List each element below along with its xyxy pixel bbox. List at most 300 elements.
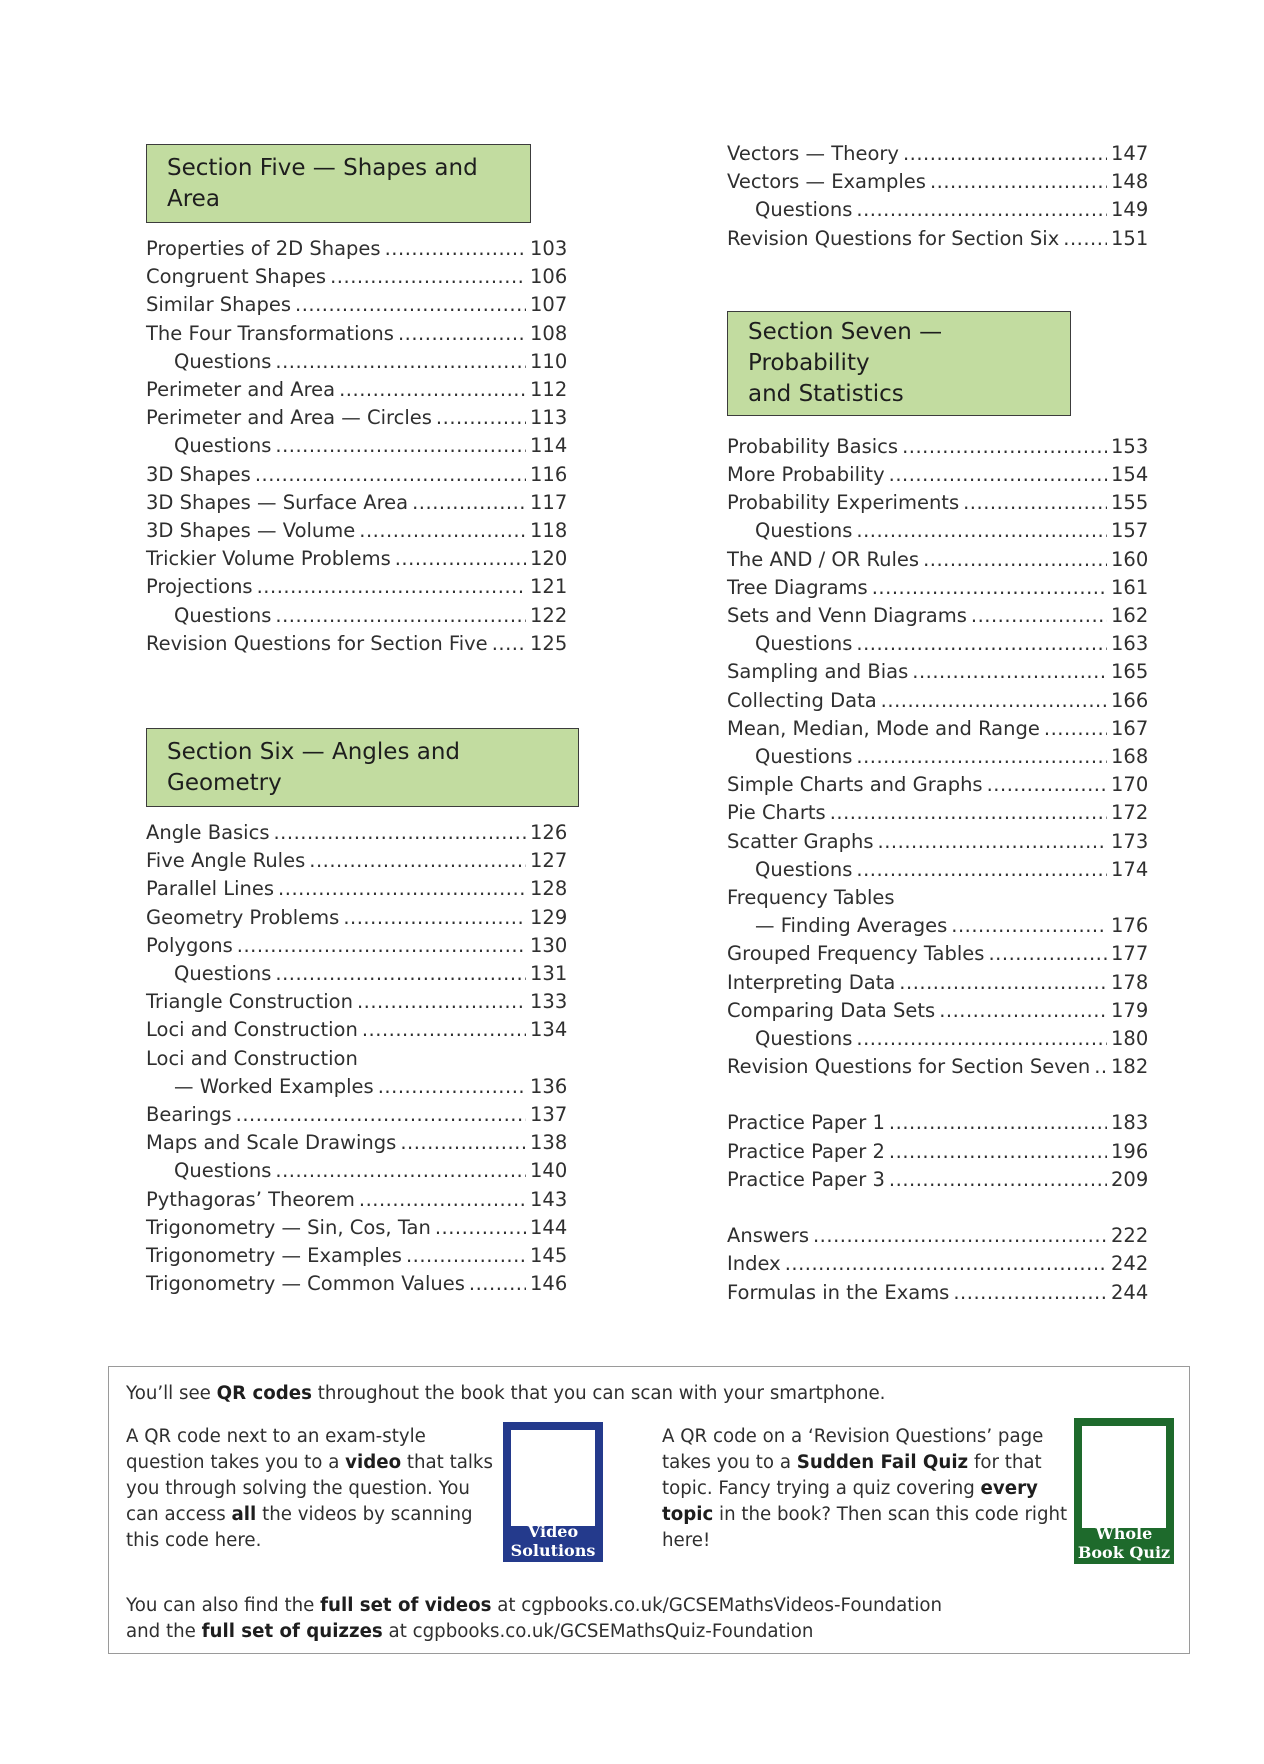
toc-dot-leader — [395, 545, 526, 573]
toc-dot-leader — [856, 743, 1107, 771]
toc-entry[interactable] — [146, 932, 566, 960]
toc-entry[interactable] — [146, 291, 566, 319]
toc-entry-page: 196 — [1111, 1139, 1149, 1163]
section-six-heading — [146, 728, 579, 807]
toc-entry-page: 108 — [530, 321, 568, 345]
toc-entry[interactable] — [727, 433, 1147, 461]
toc-entry[interactable] — [146, 461, 566, 489]
toc-dot-leader — [889, 461, 1107, 489]
toc-entry[interactable] — [727, 715, 1147, 743]
toc-entry-page: 138 — [530, 1131, 568, 1155]
toc-entry-title: Frequency Tables — [727, 886, 895, 910]
toc-dot-leader — [257, 573, 526, 601]
toc-dot-leader — [378, 1073, 526, 1101]
qr-code-image — [511, 1430, 595, 1526]
practice-papers-list — [727, 1109, 1147, 1194]
footer-text-1: You can also find the — [126, 1595, 321, 1616]
toc-entry-title: Vectors — Theory — [727, 142, 899, 165]
quiz-description — [662, 1424, 1074, 1554]
toc-dot-leader — [889, 1109, 1107, 1137]
toc-entry[interactable] — [727, 856, 1147, 884]
toc-dot-leader — [912, 658, 1107, 686]
toc-entry-page: 176 — [1111, 914, 1149, 938]
toc-entry[interactable] — [727, 997, 1147, 1025]
toc-dot-leader — [469, 1270, 526, 1298]
toc-entry-page: 172 — [1111, 801, 1149, 825]
toc-entry-page: 161 — [1111, 575, 1149, 599]
qr-code-image — [1082, 1426, 1166, 1528]
quizzes-link-line — [126, 1619, 1166, 1645]
intro-text-bold: QR codes — [216, 1383, 312, 1404]
toc-dot-leader — [236, 1101, 526, 1129]
toc-entry-page: 134 — [530, 1018, 568, 1042]
qr-quiz-label-line1: Whole — [1095, 1524, 1153, 1543]
toc-dot-leader — [856, 1025, 1107, 1053]
toc-entry-title: The Four Transformations — [146, 321, 394, 345]
toc-entry-page: 180 — [1111, 1027, 1149, 1051]
toc-entry[interactable] — [727, 969, 1147, 997]
toc-dot-leader — [359, 1186, 526, 1214]
toc-entry-title: Parallel Lines — [146, 877, 275, 901]
toc-entry-page: 129 — [530, 905, 568, 929]
toc-entry-page: 151 — [1111, 226, 1149, 250]
qr-video-label-line2: Solutions — [510, 1541, 596, 1560]
toc-dot-leader — [963, 489, 1107, 517]
toc-entry-title: Similar Shapes — [146, 293, 292, 317]
toc-entry[interactable] — [146, 988, 566, 1016]
toc-dot-leader — [899, 969, 1107, 997]
toc-entry[interactable] — [727, 140, 1147, 168]
intro-text-start: You’ll see — [126, 1383, 217, 1404]
toc-entry-title: Triangle Construction — [146, 990, 353, 1014]
toc-dot-leader — [813, 1222, 1107, 1250]
toc-entry[interactable] — [727, 225, 1147, 253]
toc-entry-page: 144 — [530, 1215, 568, 1239]
toc-entry-title: 3D Shapes — [146, 462, 251, 486]
toc-dot-leader — [903, 140, 1107, 168]
section-seven-title-line1: Section Seven — Probability — [748, 318, 943, 376]
toc-dot-leader — [830, 799, 1107, 827]
toc-entry[interactable] — [146, 545, 566, 573]
toc-entry[interactable] — [727, 1166, 1147, 1194]
toc-dot-leader — [1044, 715, 1107, 743]
toc-entry[interactable] — [146, 1016, 566, 1044]
toc-entry-title: Five Angle Rules — [146, 849, 306, 873]
toc-dot-leader — [275, 348, 526, 376]
toc-entry-title: Pythagoras’ Theorem — [146, 1187, 355, 1211]
toc-entry-title: Questions — [174, 434, 272, 458]
toc-entry-page: 244 — [1111, 1280, 1149, 1304]
toc-entry[interactable] — [146, 263, 566, 291]
toc-entry[interactable] — [727, 196, 1147, 224]
toc-dot-leader — [492, 630, 526, 658]
toc-entry[interactable] — [146, 1270, 566, 1298]
left-column — [146, 144, 566, 1299]
toc-dot-leader — [237, 932, 526, 960]
section-seven-title-line2: and Statistics — [748, 380, 904, 407]
toc-entry-page: 121 — [530, 575, 568, 599]
toc-entry-page: 183 — [1111, 1111, 1149, 1135]
toc-entry-title: 3D Shapes — Surface Area — [146, 490, 409, 514]
toc-entry-title: Trigonometry — Sin, Cos, Tan — [146, 1215, 431, 1239]
section-five-title: Section Five — Shapes and Area — [167, 155, 478, 212]
toc-entry-title: Questions — [174, 962, 272, 986]
toc-entry-title: Questions — [755, 1027, 853, 1051]
toc-entry[interactable] — [727, 574, 1147, 602]
toc-dot-leader — [357, 988, 526, 1016]
quizzes-url-text[interactable]: at cgpbooks.co.uk/GCSEMathsQuiz-Foundation — [382, 1621, 814, 1642]
toc-entry-page: 103 — [530, 237, 568, 260]
toc-dot-leader — [856, 630, 1107, 658]
toc-entry-title: Angle Basics — [146, 821, 270, 845]
toc-entry-page: 148 — [1111, 170, 1149, 194]
toc-entry[interactable] — [727, 489, 1147, 517]
toc-entry-title: Trigonometry — Common Values — [146, 1272, 465, 1296]
toc-dot-leader — [362, 1016, 526, 1044]
quiz-text-1: A QR code on a ‘Revision Questions’ page takes you to a — [662, 1426, 1044, 1473]
toc-entry-page: 131 — [530, 962, 568, 986]
toc-entry-title: Congruent Shapes — [146, 265, 327, 289]
quiz-text-3: in the book? Then scan this code right here! — [662, 1504, 1068, 1551]
toc-entry[interactable] — [146, 602, 566, 630]
toc-entry-page: 177 — [1111, 942, 1149, 966]
toc-entry-title: Questions — [755, 198, 853, 222]
toc-dot-leader — [971, 602, 1107, 630]
footer-text-3: and the — [126, 1621, 202, 1642]
toc-entry[interactable] — [727, 658, 1147, 686]
toc-dot-leader — [273, 819, 526, 847]
toc-entry-page: 118 — [530, 519, 568, 543]
toc-entry-page: 146 — [530, 1272, 568, 1296]
toc-entry-title: Loci and Construction — [146, 1018, 358, 1042]
footer-text-bold-2: full set of quizzes — [201, 1621, 383, 1642]
toc-entry-title: 3D Shapes — Volume — [146, 519, 356, 543]
toc-entry-title: Comparing Data Sets — [727, 998, 936, 1022]
toc-entry-title: The AND / OR Rules — [727, 547, 920, 571]
toc-entry-page: 107 — [530, 293, 568, 317]
toc-dot-leader — [295, 291, 526, 319]
toc-dot-leader — [902, 433, 1107, 461]
toc-entry-page: 174 — [1111, 857, 1149, 881]
toc-entry-title: Maps and Scale Drawings — [146, 1131, 397, 1155]
toc-entry-page: 242 — [1111, 1252, 1149, 1276]
toc-entry-page: 113 — [530, 406, 568, 430]
toc-dot-leader — [939, 997, 1107, 1025]
toc-entry[interactable] — [727, 517, 1147, 545]
toc-entry-title: Index — [727, 1252, 781, 1276]
toc-entry-title: Revision Questions for Section Five — [146, 631, 488, 655]
toc-dot-leader — [435, 1214, 526, 1242]
toc-entry[interactable] — [727, 1279, 1147, 1307]
toc-entry-page: 112 — [530, 378, 568, 402]
toc-entry-title: Revision Questions for Section Seven — [727, 1055, 1091, 1079]
toc-dot-leader — [881, 687, 1107, 715]
toc-dot-leader — [987, 771, 1107, 799]
video-solutions-label — [503, 1522, 603, 1560]
videos-url-text[interactable]: at cgpbooks.co.uk/GCSEMathsVideos-Foundation — [491, 1595, 943, 1616]
video-solutions-qr-code[interactable] — [503, 1422, 603, 1562]
toc-entry-page: 178 — [1111, 970, 1149, 994]
toc-entry-page: 163 — [1111, 632, 1149, 656]
toc-entry-page: 182 — [1111, 1055, 1149, 1079]
videos-link-line — [126, 1593, 1166, 1619]
video-text-3: the videos by scanning this code here. — [126, 1504, 473, 1551]
toc-entry[interactable] — [146, 1157, 566, 1185]
toc-entry-title: Questions — [174, 1159, 272, 1183]
section-seven-heading — [727, 311, 1071, 416]
toc-dot-leader — [275, 1157, 526, 1185]
intro-text-end: throughout the book that you can scan with your smartphone. — [311, 1383, 886, 1404]
toc-entry-page: 160 — [1111, 547, 1149, 571]
toc-dot-leader — [275, 602, 526, 630]
toc-entry-page: 128 — [530, 877, 568, 901]
toc-entry[interactable] — [146, 432, 566, 460]
toc-entry-page: 167 — [1111, 716, 1149, 740]
toc-entry-title: Perimeter and Area — [146, 378, 336, 402]
toc-entry-title: Sets and Venn Diagrams — [727, 604, 967, 628]
toc-entry[interactable] — [146, 573, 566, 601]
section-six-list — [146, 819, 566, 1298]
toc-entry-page: 166 — [1111, 688, 1149, 712]
toc-dot-leader — [278, 875, 526, 903]
toc-dot-leader — [359, 517, 526, 545]
toc-entry-title: Practice Paper 3 — [727, 1167, 885, 1191]
toc-entry-page: 209 — [1111, 1167, 1149, 1191]
toc-entry-page: 122 — [530, 603, 568, 627]
toc-entry-page: 145 — [530, 1244, 568, 1268]
section-five-heading — [146, 144, 531, 223]
toc-entry-title: Probability Experiments — [727, 491, 960, 515]
toc-entry-page: 154 — [1111, 463, 1149, 487]
toc-entry-page: 149 — [1111, 198, 1149, 222]
video-text-bold-1: video — [345, 1452, 402, 1473]
toc-entry-title: Questions — [755, 857, 853, 881]
toc-entry[interactable] — [146, 235, 566, 263]
toc-entry-page: 125 — [530, 631, 568, 655]
toc-entry-title: Practice Paper 2 — [727, 1139, 885, 1163]
footer-text-bold-1: full set of videos — [320, 1595, 492, 1616]
toc-dot-leader — [412, 489, 526, 517]
whole-book-quiz-label — [1074, 1524, 1174, 1562]
toc-entry-page: 116 — [530, 462, 568, 486]
toc-entry-title: Loci and Construction — [146, 1046, 358, 1070]
toc-entry-page: 137 — [530, 1103, 568, 1127]
toc-entry[interactable] — [146, 819, 566, 847]
toc-entry[interactable] — [727, 687, 1147, 715]
toc-entry[interactable] — [727, 602, 1147, 630]
toc-entry-page: 170 — [1111, 773, 1149, 797]
toc-entry-page: 130 — [530, 933, 568, 957]
toc-entry-page: 136 — [530, 1074, 568, 1098]
toc-entry-title: Projections — [146, 575, 253, 599]
toc-entry[interactable] — [727, 1138, 1147, 1166]
toc-entry-title: Formulas in the Exams — [727, 1280, 950, 1304]
toc-dot-leader — [951, 912, 1107, 940]
toc-entry-title: Questions — [174, 349, 272, 373]
toc-entry-page: 153 — [1111, 434, 1149, 458]
toc-dot-leader — [400, 1129, 526, 1157]
toc-entry-title: Tree Diagrams — [727, 575, 868, 599]
toc-entry[interactable] — [146, 875, 566, 903]
quiz-text-bold-1: Sudden Fail Quiz — [796, 1452, 969, 1473]
toc-entry[interactable] — [146, 1214, 566, 1242]
toc-entry[interactable] — [146, 1073, 566, 1101]
toc-entry[interactable] — [727, 546, 1147, 574]
toc-dot-leader — [343, 904, 526, 932]
toc-entry-page: 120 — [530, 547, 568, 571]
toc-entry[interactable] — [146, 1242, 566, 1270]
toc-entry[interactable] — [146, 517, 566, 545]
toc-entry-page: 140 — [530, 1159, 568, 1183]
toc-entry[interactable] — [146, 1101, 566, 1129]
toc-dot-leader — [275, 432, 526, 460]
toc-entry-title: Perimeter and Area — Circles — [146, 406, 432, 430]
toc-entry[interactable] — [146, 630, 566, 658]
video-text-1: A QR code next to an exam-style question takes you to a — [126, 1426, 426, 1473]
toc-dot-leader — [856, 196, 1107, 224]
toc-dot-leader — [309, 847, 526, 875]
video-text-2: that talks you through solving the question. You can access — [126, 1452, 493, 1525]
toc-entry-title: — Worked Examples — [174, 1074, 374, 1098]
toc-entry-title: Revision Questions for Section Six — [727, 226, 1060, 250]
back-matter-list — [727, 1222, 1147, 1307]
quiz-text-bold-2: every topic — [662, 1478, 1038, 1525]
toc-entry[interactable] — [146, 847, 566, 875]
toc-entry-page: 114 — [530, 434, 568, 458]
toc-entry-page: 126 — [530, 821, 568, 845]
toc-entry-page: 106 — [530, 265, 568, 289]
toc-entry-page: 147 — [1111, 142, 1149, 165]
quiz-text-2: for that topic. Fancy trying a quiz covering — [662, 1452, 1042, 1499]
toc-entry-title: Properties of 2D Shapes — [146, 237, 381, 260]
right-column — [727, 140, 1147, 1307]
toc-entry[interactable] — [727, 912, 1147, 940]
toc-entry[interactable] — [727, 884, 1147, 912]
toc-dot-leader — [988, 940, 1107, 968]
toc-entry-title: Trickier Volume Problems — [146, 547, 391, 571]
toc-entry-title: Vectors — Examples — [727, 170, 926, 194]
qr-video-label-line1: Video — [527, 1522, 579, 1541]
toc-entry-page: 110 — [530, 349, 568, 373]
toc-dot-leader — [856, 517, 1107, 545]
section-six-continued-list — [727, 140, 1147, 253]
toc-dot-leader — [856, 856, 1107, 884]
toc-entry[interactable] — [727, 771, 1147, 799]
toc-dot-leader — [785, 1250, 1107, 1278]
toc-entry-title: Trigonometry — Examples — [146, 1244, 402, 1268]
toc-entry-title: Questions — [755, 632, 853, 656]
toc-entry-title: Grouped Frequency Tables — [727, 942, 985, 966]
qr-intro-text — [126, 1381, 1166, 1407]
toc-entry[interactable] — [146, 489, 566, 517]
toc-entry[interactable] — [727, 1250, 1147, 1278]
section-seven-list — [727, 433, 1147, 1082]
toc-dot-leader — [930, 168, 1107, 196]
toc-entry[interactable] — [146, 904, 566, 932]
toc-entry[interactable] — [146, 1129, 566, 1157]
toc-entry[interactable] — [727, 828, 1147, 856]
toc-entry-title: Interpreting Data — [727, 970, 896, 994]
section-five-list — [146, 235, 566, 658]
toc-entry-title: More Probability — [727, 463, 885, 487]
toc-dot-leader — [330, 263, 526, 291]
toc-entry-title: Sampling and Bias — [727, 660, 909, 684]
toc-entry[interactable] — [727, 1222, 1147, 1250]
toc-entry[interactable] — [727, 1053, 1147, 1081]
toc-dot-leader — [406, 1242, 526, 1270]
toc-entry-page: 165 — [1111, 660, 1149, 684]
toc-entry-title: Simple Charts and Graphs — [727, 773, 983, 797]
toc-entry-page: 155 — [1111, 491, 1149, 515]
toc-dot-leader — [1094, 1053, 1107, 1081]
toc-entry[interactable] — [146, 348, 566, 376]
toc-entry-title: Pie Charts — [727, 801, 826, 825]
toc-dot-leader — [923, 546, 1107, 574]
toc-entry-title: Collecting Data — [727, 688, 877, 712]
toc-dot-leader — [385, 235, 526, 263]
video-text-bold-2: all — [231, 1504, 257, 1525]
qr-info-box — [108, 1366, 1190, 1654]
toc-entry[interactable] — [727, 1109, 1147, 1137]
toc-entry-page: 117 — [530, 490, 568, 514]
video-description — [126, 1424, 498, 1554]
toc-entry[interactable] — [146, 1186, 566, 1214]
toc-entry-title: Practice Paper 1 — [727, 1111, 885, 1135]
toc-dot-leader — [889, 1138, 1107, 1166]
toc-entry[interactable] — [727, 1025, 1147, 1053]
toc-entry[interactable] — [727, 461, 1147, 489]
toc-entry-page: 157 — [1111, 519, 1149, 543]
toc-dot-leader — [1063, 225, 1107, 253]
toc-entry[interactable] — [146, 1045, 566, 1073]
toc-dot-leader — [275, 960, 526, 988]
toc-entry-title: Questions — [755, 519, 853, 543]
toc-dot-leader — [889, 1166, 1107, 1194]
toc-entry-title: — Finding Averages — [755, 914, 948, 938]
toc-dot-leader — [398, 320, 526, 348]
toc-entry-title: Bearings — [146, 1103, 232, 1127]
toc-entry-page: 143 — [530, 1187, 568, 1211]
toc-entry-title: Mean, Median, Mode and Range — [727, 716, 1040, 740]
toc-entry-page: 179 — [1111, 998, 1149, 1022]
toc-entry-title: Scatter Graphs — [727, 829, 874, 853]
qr-quiz-label-line2: Book Quiz — [1077, 1543, 1171, 1562]
whole-book-quiz-qr-code[interactable] — [1074, 1418, 1174, 1564]
toc-dot-leader — [255, 461, 526, 489]
section-six-title: Section Six — Angles and Geometry — [167, 739, 461, 797]
toc-entry-page: 222 — [1111, 1224, 1149, 1248]
toc-entry-page: 127 — [530, 849, 568, 873]
toc-entry[interactable] — [727, 168, 1147, 196]
toc-entry[interactable] — [146, 404, 566, 432]
toc-entry[interactable] — [727, 743, 1147, 771]
toc-entry-title: Questions — [755, 745, 853, 769]
toc-entry-title: Questions — [174, 603, 272, 627]
toc-entry[interactable] — [146, 320, 566, 348]
toc-entry[interactable] — [146, 376, 566, 404]
toc-entry-title: Probability Basics — [727, 434, 899, 458]
qr-footer-text — [126, 1593, 1166, 1645]
toc-dot-leader — [436, 404, 526, 432]
toc-entry[interactable] — [727, 630, 1147, 658]
toc-entry[interactable] — [727, 799, 1147, 827]
toc-entry[interactable] — [146, 960, 566, 988]
toc-entry-page: 133 — [530, 990, 568, 1014]
toc-dot-leader — [339, 376, 526, 404]
toc-entry-page: 173 — [1111, 829, 1149, 853]
toc-entry[interactable] — [727, 940, 1147, 968]
toc-dot-leader — [953, 1279, 1107, 1307]
